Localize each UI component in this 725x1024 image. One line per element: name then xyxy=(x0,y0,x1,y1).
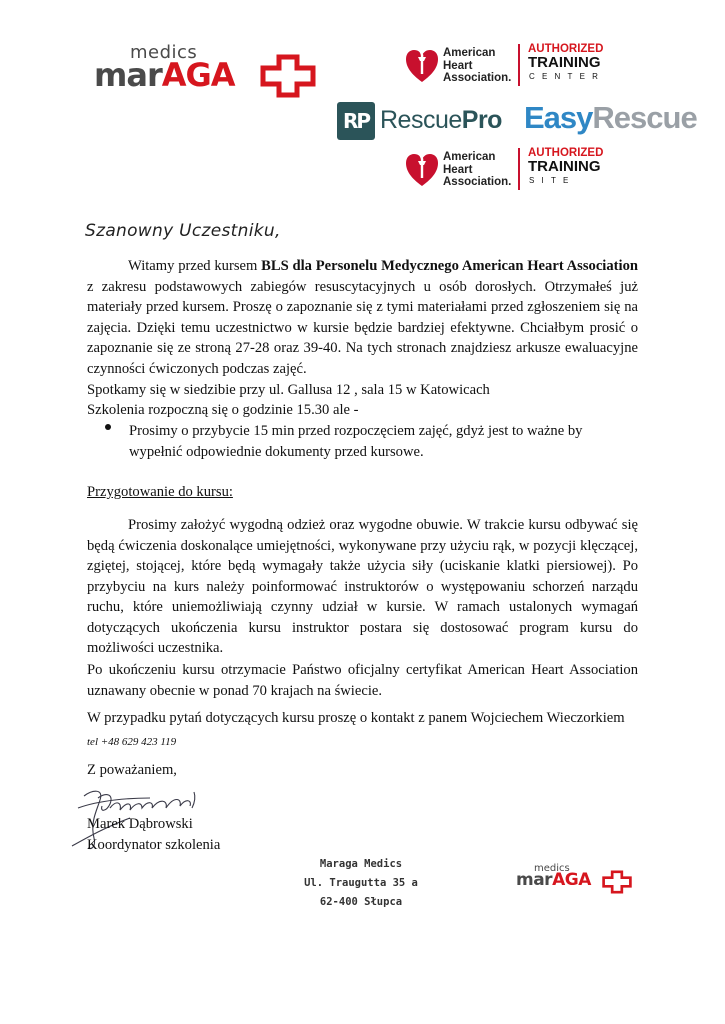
rescuepro-logo xyxy=(337,102,502,140)
aha-heart-torch-icon xyxy=(405,44,439,84)
meeting-location: Spotkamy się w siedzibie przy ul. Gallusa 12 , sala 15 w Katowicach xyxy=(87,382,490,398)
footer-maraga-logo xyxy=(516,863,636,894)
easyrescue-logo: EasyRescue xyxy=(524,100,697,135)
aha-org-name: American Heart Association. xyxy=(443,47,512,84)
aha-training: TRAINING xyxy=(528,158,601,175)
signer-block xyxy=(87,814,220,855)
aha-heart-torch-icon xyxy=(405,148,439,188)
aha-org-name: American Heart Association. xyxy=(443,151,512,188)
aha-divider xyxy=(518,148,520,190)
prep-heading: Przygotowanie do kursu: xyxy=(87,484,233,500)
contact-phone: tel +48 629 423 119 xyxy=(87,736,177,748)
footer-company: Maraga Medics xyxy=(319,858,403,870)
rescuepro-mark: RP xyxy=(337,102,375,140)
red-cross-outline-icon xyxy=(602,870,632,894)
aha-type: SITE xyxy=(529,176,576,185)
signer-name: Marek Dąbrowski xyxy=(87,816,193,832)
footer-address xyxy=(296,855,426,912)
arrival-note: Prosimy o przybycie 15 min przed rozpoczęciem zajęć, gdyż jest to ważne by wypełnić odpowiednie dokumenty przed kursowe. xyxy=(129,423,583,460)
logo-medics-text: medics xyxy=(534,863,570,874)
intro-paragraph: Witamy przed kursem BLS dla Personelu Medycznego American Heart Association z zakresu podstawowych zabiegów resuscytacyjnych u osób dorosłych. Otrzymałeś już materiały przed kursem. Proszę o zapoznanie się z tymi materiałami przed zgłoszeniem się na zajęcia. Dzięki temu uczestnictwo w kursie będzie bardziej efektywne. Chciałbym prosić o zapoznanie się ze stroną 27-28 oraz 39-40. Na tych stronach znajdziesz arkusze ewaluacyjne czynności ćwiczonych podczas zajęć. xyxy=(87,258,638,377)
aha-training: TRAINING xyxy=(528,54,601,71)
contact-line: W przypadku pytań dotyczących kursu proszę o kontakt z panem Wojciechem Wieczorkiem xyxy=(87,710,625,726)
logo-brand-text: marAGA xyxy=(516,870,591,890)
bullet-icon xyxy=(105,424,111,430)
logo-brand-text: marAGA xyxy=(94,56,235,94)
meeting-time: Szkolenia rozpoczną się o godzinie 15.30 ale - xyxy=(87,402,359,418)
prep-paragraph: Prosimy założyć wygodną odzież oraz wygodne obuwie. W trakcie kursu odbywać się będą ćwiczenia doskonalące umiejętności, wykonywane przy użyciu rąk, w pozycji klęczącej, zgiętej, stojącej, które będą wymagały także użycia siły (uciskanie klatki piersiowej). Po przybyciu na kurs należy poinformować instruktorów o występowaniu schorzeń narządu ruchu, które uniemożliwiają czynny udział w kursie. W ramach ustalonych wymagań dotyczących ukończenia kursu instruktor postara się dostosować program kursu do możliwości uczestnika. xyxy=(87,517,638,656)
closing-line: Z poważaniem, xyxy=(87,762,177,778)
aha-training-center-logo xyxy=(405,44,625,92)
aha-authorized: AUTHORIZED xyxy=(528,43,604,55)
certificate-paragraph: Po ukończeniu kursu otrzymacie Państwo oficjalny certyfikat American Heart Association uznawany obecnie w ponad 70 krajach na świecie. xyxy=(87,662,638,699)
aha-authorized: AUTHORIZED xyxy=(528,147,604,159)
letter-greeting: Szanowny Uczestniku, xyxy=(85,221,281,241)
aha-type: CENTER xyxy=(529,72,606,81)
footer-street: Ul. Traugutta 35 a xyxy=(304,877,418,889)
rescuepro-wordmark: RescuePro xyxy=(380,106,502,134)
signer-title: Koordynator szkolenia xyxy=(87,836,221,853)
maraga-medics-logo xyxy=(92,42,322,98)
red-cross-outline-icon xyxy=(260,54,316,98)
footer-city: 62-400 Słupca xyxy=(319,896,403,908)
aha-divider xyxy=(518,44,520,86)
aha-training-site-logo xyxy=(405,148,625,196)
logo-medics-text: medics xyxy=(130,42,198,63)
